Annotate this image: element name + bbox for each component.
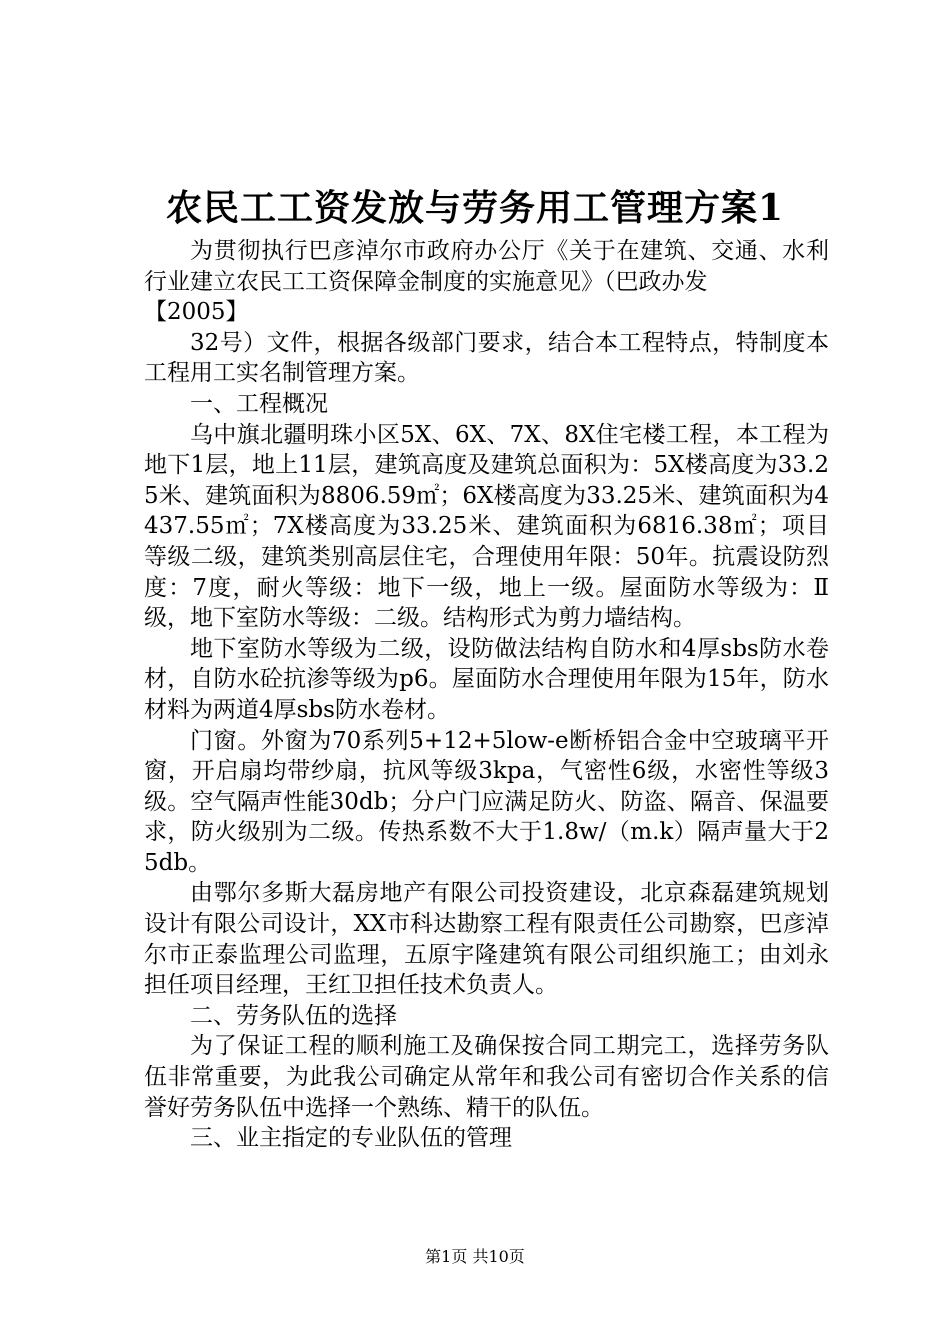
paragraph: 由鄂尔多斯大磊房地产有限公司投资建设，北京森磊建筑规划设计有限公司设计，XX市科达勘察工程有限责任公司勘察，巴彦淖尔市正泰监理公司监理，五原宇隆建筑有限公司组织施工；由刘永担任项目经理，王红卫担任技术负责人。: [144, 880, 829, 999]
paragraph: 为贯彻执行巴彦淖尔市政府办公厅《关于在建筑、交通、水利行业建立农民工工资保障金制度的实施意见》（巴政办发: [144, 238, 829, 295]
paragraph: 为了保证工程的顺利施工及确保按合同工期完工，选择劳务队伍非常重要，为此我公司确定从常年和我公司有密切合作关系的信誉好劳务队伍中选择一个熟练、精干的队伍。: [144, 1033, 829, 1121]
paragraph: 乌中旗北疆明珠小区5X、6X、7X、8X住宅楼工程，本工程为地下1层，地上11层，建筑高度及建筑总面积为：5X楼高度为33.25米、建筑面积为8806.59㎡；6X楼高度为33.25米、建筑面积为4437.55㎡；7X楼高度为33.25米、建筑面积为6816.38㎡；项目等级二级，建筑类别高层住宅，合理使用年限：50年。抗震设防烈度：7度，耐火等级：地下一级，地上一级。屋面防水等级为：Ⅱ级，地下室防水等级：二级。结构形式为剪力墙结构。: [144, 421, 829, 632]
paragraph: 【2005】: [144, 299, 249, 326]
page-footer: 第1页 共10页: [425, 1247, 525, 1266]
document-title: 农民工工资发放与劳务用工管理方案1: [165, 187, 785, 229]
section-heading: 二、劳务队伍的选择: [190, 1002, 397, 1029]
paragraph: 门窗。外窗为70系列5+12+5low-e断桥铝合金中空玻璃平开窗，开启扇均带纱扇，抗风等级3kpa，气密性6级，水密性等级3级。空气隔声性能30db；分户门应满足防火、防盗、隔音、保温要求，防火级别为二级。传热系数不大于1.8w/（m.k）隔声量大于25db。: [144, 727, 829, 876]
document-body: [144, 236, 829, 1154]
paragraph: 32号）文件，根据各级部门要求，结合本工程特点，特制度本工程用工实名制管理方案。: [144, 329, 829, 387]
section-heading: 三、业主指定的专业队伍的管理: [190, 1125, 512, 1152]
paragraph: 地下室防水等级为二级，设防做法结构自防水和4厚sbs防水卷材，自防水砼抗渗等级为p6。屋面防水合理使用年限为15年，防水材料为两道4厚sbs防水卷材。: [144, 635, 829, 723]
section-heading: 一、工程概况: [190, 390, 328, 417]
